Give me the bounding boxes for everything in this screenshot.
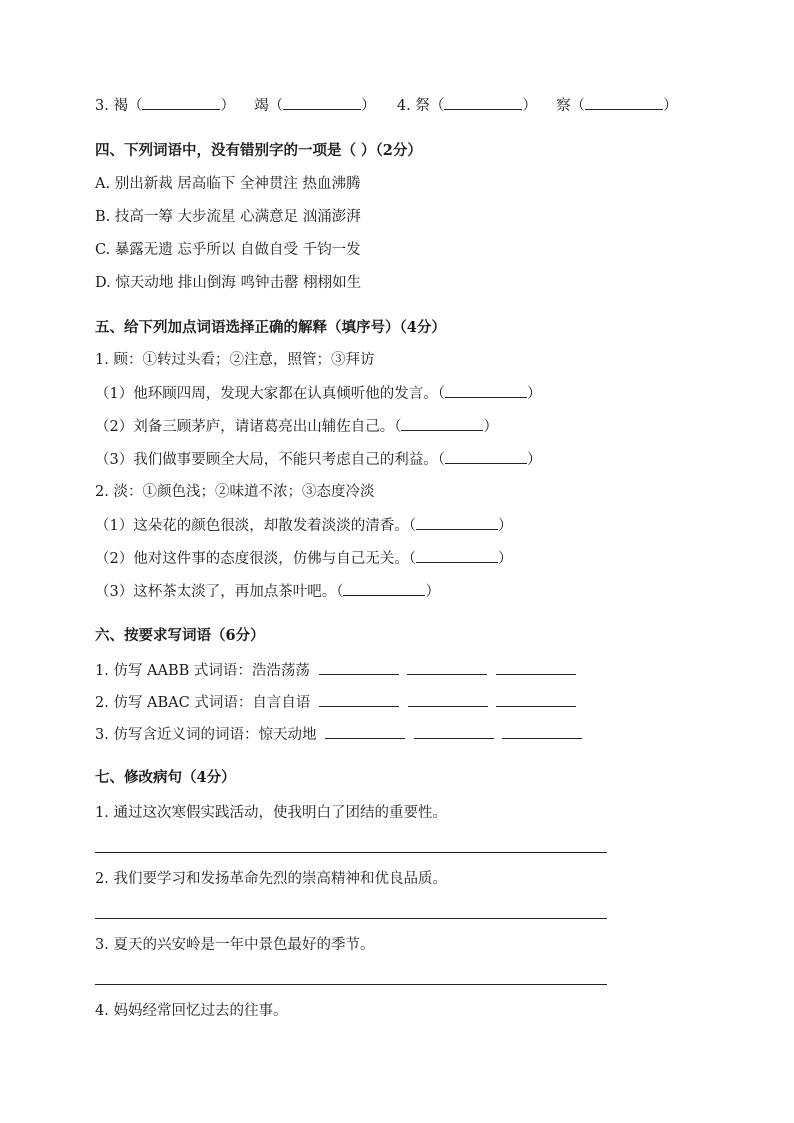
item-text: （1）他环顾四周，发现大家都在认真倾听他的发言。（ bbox=[95, 386, 445, 402]
answer-blank[interactable] bbox=[445, 383, 527, 398]
item-text: （3）我们做事要顾全大局，不能只考虑自己的利益。（ bbox=[95, 452, 445, 468]
answer-blank[interactable] bbox=[408, 692, 488, 707]
answer-line[interactable] bbox=[95, 918, 607, 919]
option-d[interactable]: D. 惊天动地 排山倒海 鸣钟击罄 栩栩如生 bbox=[95, 275, 362, 291]
option-a[interactable]: A. 别出新裁 居高临下 全神贯注 热血沸腾 bbox=[95, 176, 361, 192]
close-paren: ） bbox=[220, 98, 235, 114]
answer-blank[interactable] bbox=[401, 416, 483, 431]
q6-item-1 bbox=[95, 660, 576, 681]
item-text: （2）刘备三顾茅庐，请诸葛亮出山辅佐自己。（ bbox=[95, 419, 402, 435]
answer-blank[interactable] bbox=[142, 95, 220, 110]
option-c[interactable]: C. 暴露无遗 忘乎所以 自做自受 千钧一发 bbox=[95, 242, 361, 258]
answer-blank[interactable] bbox=[319, 660, 399, 675]
answer-blank[interactable] bbox=[445, 449, 527, 464]
close-paren: ） bbox=[361, 98, 376, 114]
close-paren: ） bbox=[497, 518, 513, 534]
close-paren: ） bbox=[483, 419, 498, 435]
answer-blank[interactable] bbox=[343, 581, 425, 596]
section-6-heading: 六、按要求写词语（6分） bbox=[95, 627, 265, 644]
item-text: （2）他对这件事的态度很淡，仿佛与自己无关。（ bbox=[95, 551, 416, 567]
answer-blank[interactable] bbox=[416, 515, 498, 530]
item-text: （3）这杯茶太淡了，再加点茶叶吧。（ bbox=[95, 584, 344, 600]
close-paren: ） bbox=[526, 452, 542, 468]
close-paren: ） bbox=[425, 584, 440, 600]
answer-blank[interactable] bbox=[325, 724, 405, 739]
q5-1-item-1 bbox=[95, 383, 541, 404]
q5-2-item-1 bbox=[95, 515, 512, 536]
q7-item-2: 2. 我们要学习和发扬革命先烈的崇高精神和优良品质。 bbox=[95, 871, 447, 887]
q7-item-1: 1. 通过这次寒假实践活动，使我明白了团结的重要性。 bbox=[95, 805, 447, 821]
answer-blank[interactable] bbox=[444, 95, 522, 110]
q5-2-definition: 2. 淡：①颜色浅；②味道不浓；③态度冷淡 bbox=[95, 484, 375, 500]
q5-1-item-3 bbox=[95, 449, 541, 470]
q4b-item-label: 察（ bbox=[556, 98, 586, 114]
answer-blank[interactable] bbox=[283, 95, 361, 110]
answer-blank[interactable] bbox=[319, 692, 399, 707]
section-5-heading: 五、给下列加点词语选择正确的解释（填序号）（4分） bbox=[95, 319, 446, 336]
answer-blank[interactable] bbox=[496, 660, 576, 675]
answer-blank[interactable] bbox=[414, 724, 494, 739]
close-paren: ） bbox=[497, 551, 513, 567]
answer-blank[interactable] bbox=[407, 660, 487, 675]
item-text: 2. 仿写 ABAC 式词语：自言自语 bbox=[95, 695, 311, 711]
q5-1-item-2 bbox=[95, 416, 498, 437]
answer-blank[interactable] bbox=[585, 95, 663, 110]
q3b-item-label: 竭（ bbox=[254, 98, 284, 114]
q4-item-label: 4. 祭（ bbox=[396, 98, 445, 114]
item-text: 1. 仿写 AABB 式词语：浩浩荡荡 bbox=[95, 663, 310, 679]
answer-blank[interactable] bbox=[416, 548, 498, 563]
section-7-heading: 七、修改病句（4分） bbox=[95, 769, 236, 786]
q3-row bbox=[95, 95, 678, 116]
answer-blank[interactable] bbox=[496, 692, 576, 707]
q7-item-3: 3. 夏天的兴安岭是一年中景色最好的季节。 bbox=[95, 937, 375, 953]
q3-item-label: 3. 褐（ bbox=[95, 98, 143, 114]
q6-item-3 bbox=[95, 724, 582, 745]
answer-line[interactable] bbox=[95, 984, 607, 985]
item-text: 3. 仿写含近义词的词语：惊天动地 bbox=[95, 727, 317, 743]
item-text: （1）这朵花的颜色很淡，却散发着淡淡的清香。（ bbox=[95, 518, 416, 534]
answer-blank[interactable] bbox=[502, 724, 582, 739]
close-paren: ） bbox=[663, 98, 678, 114]
q7-item-4: 4. 妈妈经常回忆过去的往事。 bbox=[95, 1003, 288, 1019]
close-paren: ） bbox=[522, 98, 537, 114]
q5-1-definition: 1. 顾：①转过头看；②注意，照管；③拜访 bbox=[95, 352, 375, 368]
section-4-heading: 四、下列词语中，没有错别字的一项是（ ）（2分） bbox=[95, 142, 422, 159]
q5-2-item-3 bbox=[95, 581, 440, 602]
q6-item-2 bbox=[95, 692, 576, 713]
q5-2-item-2 bbox=[95, 548, 512, 569]
option-b[interactable]: B. 技高一筹 大步流星 心满意足 汹涌澎湃 bbox=[95, 209, 361, 225]
close-paren: ） bbox=[526, 386, 542, 402]
answer-line[interactable] bbox=[95, 852, 607, 853]
